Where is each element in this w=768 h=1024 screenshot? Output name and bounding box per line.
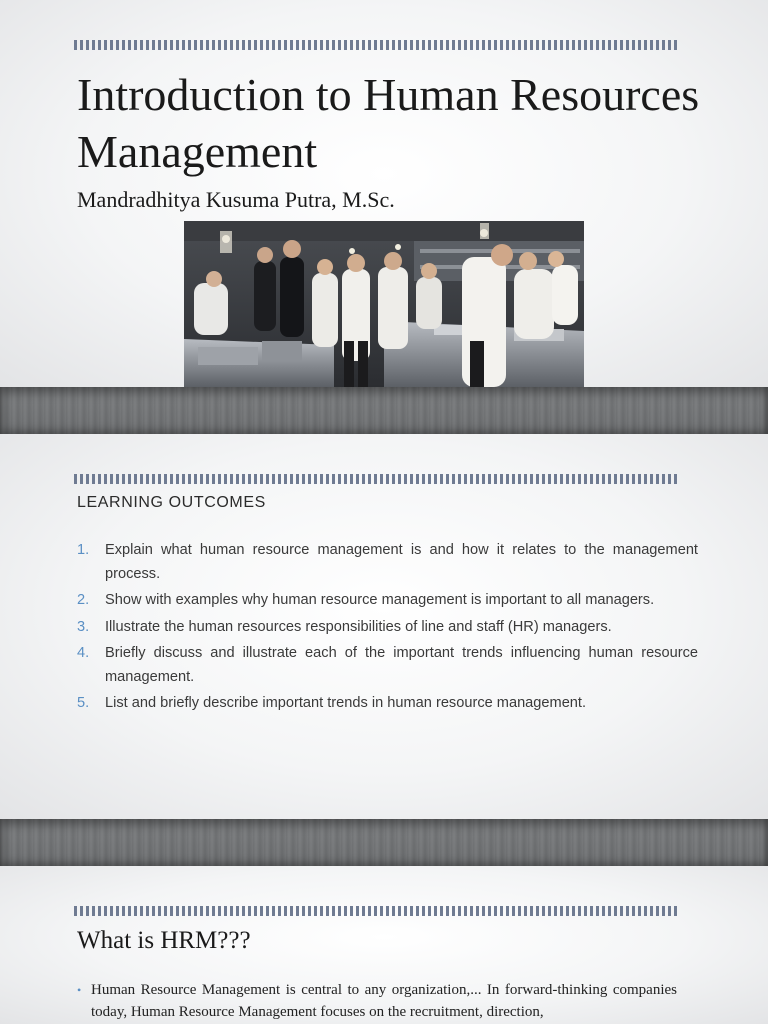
decorative-dash-bar [74,906,677,916]
list-item [77,589,698,613]
list-item [77,539,698,586]
list-item [77,616,698,640]
list-item-number: 2. [77,592,90,608]
hrm-bullet-point [77,979,677,1023]
decorative-dash-bar [74,474,677,484]
slide-title-heading: Introduction to Human Resources Management [77,69,700,177]
learning-outcomes-heading: LEARNING OUTCOMES [77,494,266,511]
what-is-hrm-heading: What is HRM??? [77,927,251,954]
list-item-text: List and briefly describe important trends in human resource management. [105,695,587,711]
list-item-number: 4. [77,645,90,661]
decorative-dash-bar [74,40,677,50]
slide-title [0,0,768,387]
list-item [77,692,698,716]
author-name: Mandradhitya Kusuma Putra, M.Sc. [77,187,395,212]
list-item-text: Explain what human resource management is and how it relates to the management process. [105,542,698,582]
list-item-number: 3. [77,618,90,635]
list-item [77,642,698,689]
learning-outcomes-list [77,539,698,719]
list-item-number: 5. [77,695,90,711]
list-item-text: Show with examples why human resource management is important to all managers. [105,592,655,608]
slide-floor-divider [0,387,768,434]
list-item-text: Briefly discuss and illustrate each of the important trends influencing human resource management. [105,645,698,685]
slide-floor-divider [0,819,768,866]
kitchen-photo [184,221,584,387]
list-item-text: Illustrate the human resources responsibilities of line and staff (HR) managers. [105,618,612,635]
bullet-icon: • [77,983,82,997]
hrm-bullet-text: Human Resource Management is central to any organization,... In forward-thinking companies today, Human Resource Management focuses on the recruitment, direction, [91,982,677,1020]
list-item-number: 1. [77,542,90,558]
